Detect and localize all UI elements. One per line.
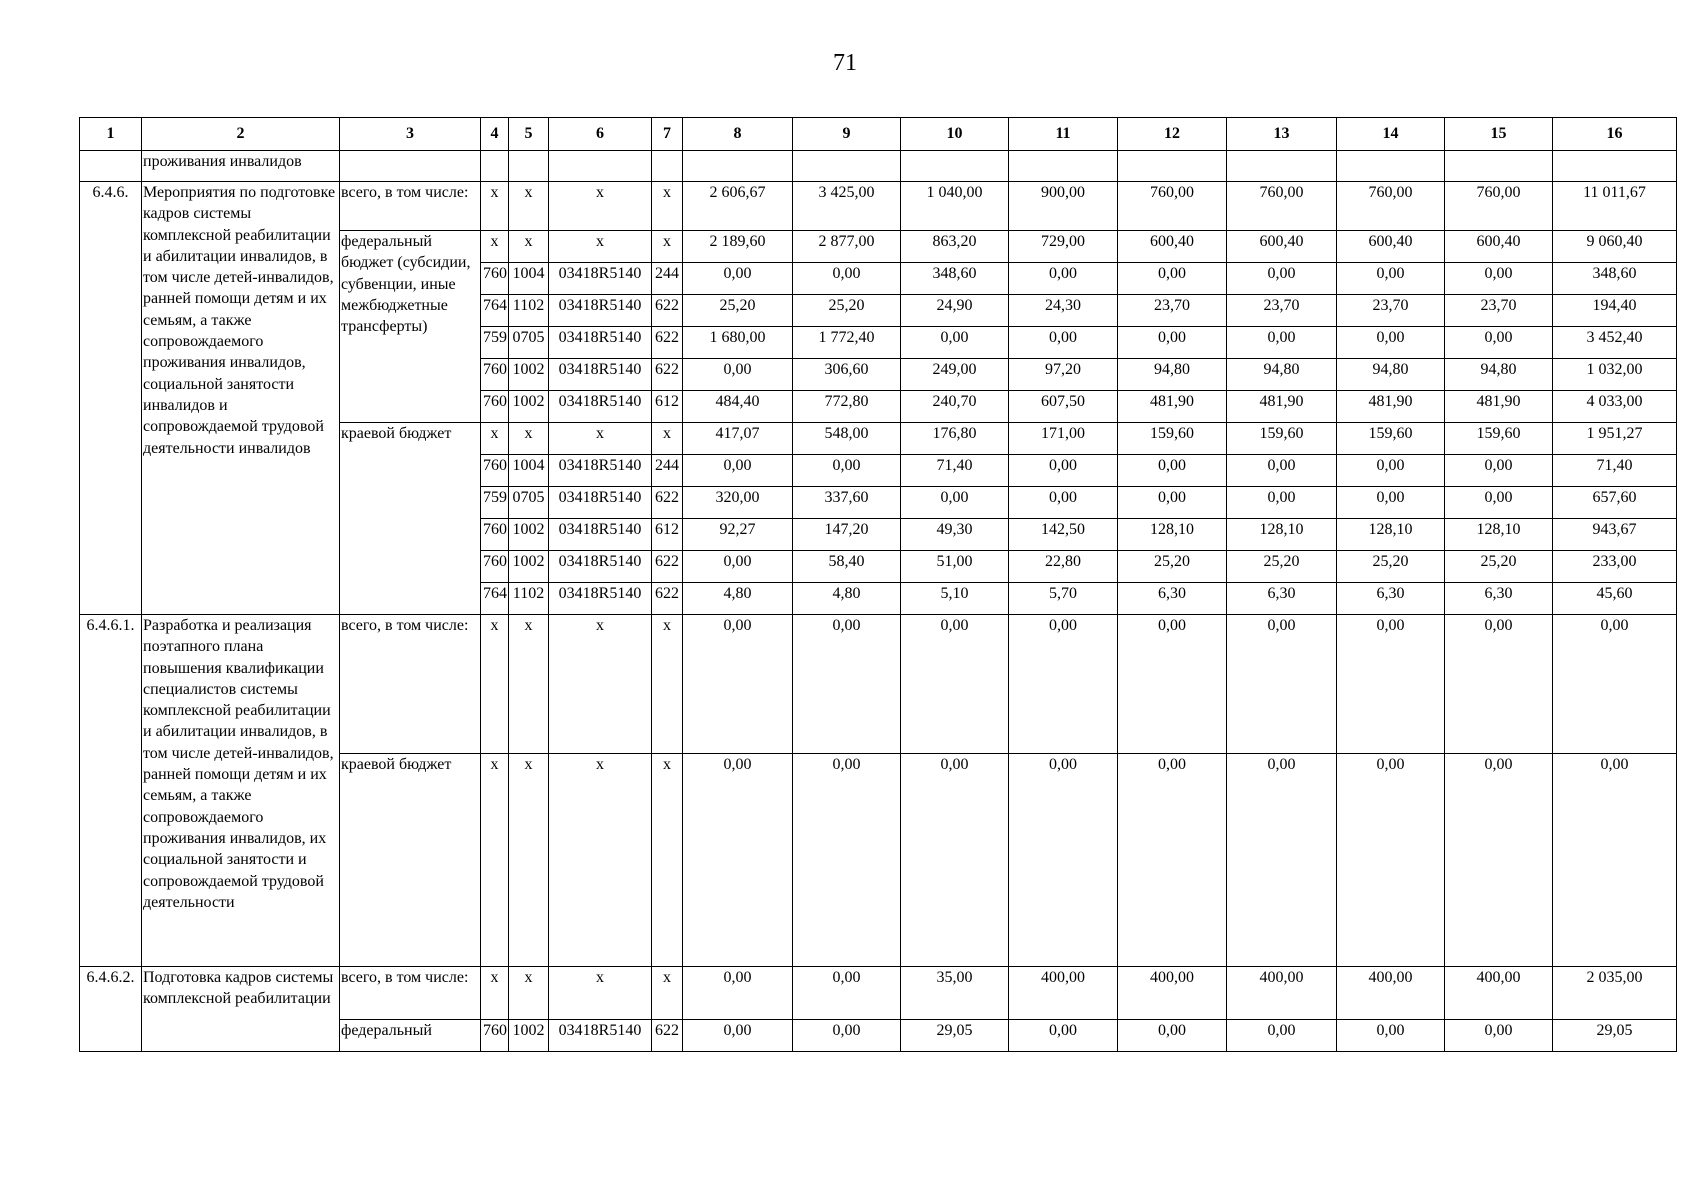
value-cell: x — [549, 754, 652, 967]
value-cell: 2 035,00 — [1553, 967, 1677, 1020]
column-header: 9 — [793, 118, 901, 151]
value-cell: 760 — [481, 455, 509, 487]
value-cell: 5,70 — [1009, 583, 1118, 615]
value-cell: 0,00 — [1553, 615, 1677, 754]
value-cell: 71,40 — [1553, 455, 1677, 487]
item-name: Мероприятия по подготовке кадров системы комплексной реабилитации и абилитации инвалидов, в том числе детей-инвалидов, ранней помощи детям и их семьям, а также сопровождаемого проживания инвалидов, социальной занятости инвалидов и сопровождаемой трудовой деятельности инвалидов — [142, 182, 340, 615]
column-header: 6 — [549, 118, 652, 151]
funding-label: всего, в том числе: — [340, 615, 481, 754]
value-cell: 51,00 — [901, 551, 1009, 583]
value-cell: 94,80 — [1445, 359, 1553, 391]
value-cell: 03418R5140 — [549, 487, 652, 519]
item-name: Подготовка кадров системы комплексной реабилитации — [142, 967, 340, 1052]
value-cell: 22,80 — [1009, 551, 1118, 583]
value-cell: 0,00 — [1445, 455, 1553, 487]
table-cell — [1227, 151, 1337, 182]
value-cell: 600,40 — [1227, 231, 1337, 263]
value-cell: 244 — [652, 455, 683, 487]
value-cell: 71,40 — [901, 455, 1009, 487]
value-cell: 4,80 — [683, 583, 793, 615]
value-cell: 23,70 — [1337, 295, 1445, 327]
value-cell: x — [509, 423, 549, 455]
value-cell: 400,00 — [1337, 967, 1445, 1020]
value-cell: 1002 — [509, 1020, 549, 1052]
value-cell: 29,05 — [901, 1020, 1009, 1052]
value-cell: 2 877,00 — [793, 231, 901, 263]
value-cell: 0,00 — [1009, 615, 1118, 754]
value-cell: 0,00 — [683, 967, 793, 1020]
value-cell: 0,00 — [793, 263, 901, 295]
value-cell: 0,00 — [1118, 327, 1227, 359]
value-cell: 03418R5140 — [549, 551, 652, 583]
value-cell: 0,00 — [683, 1020, 793, 1052]
value-cell: 1002 — [509, 551, 549, 583]
value-cell: 484,40 — [683, 391, 793, 423]
value-cell: 25,20 — [1227, 551, 1337, 583]
value-cell: 159,60 — [1227, 423, 1337, 455]
value-cell: 0,00 — [1009, 263, 1118, 295]
table-row — [80, 182, 1677, 231]
value-cell: 171,00 — [1009, 423, 1118, 455]
value-cell: 1002 — [509, 519, 549, 551]
value-cell: 0,00 — [1009, 455, 1118, 487]
value-cell: 612 — [652, 519, 683, 551]
value-cell: x — [549, 423, 652, 455]
value-cell: 1 772,40 — [793, 327, 901, 359]
table-cell — [509, 151, 549, 182]
value-cell: 0,00 — [1227, 327, 1337, 359]
value-cell: 24,90 — [901, 295, 1009, 327]
value-cell: 306,60 — [793, 359, 901, 391]
value-cell: x — [481, 754, 509, 967]
value-cell: 600,40 — [1445, 231, 1553, 263]
value-cell: 0,00 — [901, 754, 1009, 967]
value-cell: 0,00 — [1445, 1020, 1553, 1052]
value-cell: 1 032,00 — [1553, 359, 1677, 391]
item-number: 6.4.6. — [80, 182, 142, 615]
num-cell — [80, 151, 142, 182]
value-cell: 481,90 — [1445, 391, 1553, 423]
value-cell: 760 — [481, 519, 509, 551]
value-cell: 657,60 — [1553, 487, 1677, 519]
value-cell: x — [652, 754, 683, 967]
value-cell: 58,40 — [793, 551, 901, 583]
value-cell: 0,00 — [1118, 754, 1227, 967]
item-number: 6.4.6.1. — [80, 615, 142, 967]
value-cell: 0,00 — [1553, 754, 1677, 967]
value-cell: 0,00 — [1118, 455, 1227, 487]
column-header: 13 — [1227, 118, 1337, 151]
value-cell: 0,00 — [793, 1020, 901, 1052]
value-cell: 760 — [481, 263, 509, 295]
value-cell: 0,00 — [1009, 487, 1118, 519]
value-cell: 760,00 — [1227, 182, 1337, 231]
column-header: 12 — [1118, 118, 1227, 151]
value-cell: 0,00 — [1227, 615, 1337, 754]
value-cell: 0,00 — [1118, 487, 1227, 519]
value-cell: 0,00 — [1445, 263, 1553, 295]
value-cell: 128,10 — [1118, 519, 1227, 551]
value-cell: 1 040,00 — [901, 182, 1009, 231]
table-cell — [549, 151, 652, 182]
value-cell: 1002 — [509, 359, 549, 391]
table-row — [80, 967, 1677, 1020]
value-cell: 760 — [481, 391, 509, 423]
value-cell: 23,70 — [1445, 295, 1553, 327]
item-name: проживания инвалидов — [142, 151, 340, 182]
value-cell: 0,00 — [793, 455, 901, 487]
column-header: 8 — [683, 118, 793, 151]
value-cell: 0,00 — [683, 551, 793, 583]
value-cell: 03418R5140 — [549, 519, 652, 551]
value-cell: 0,00 — [1337, 327, 1445, 359]
value-cell: 760,00 — [1337, 182, 1445, 231]
value-cell: 0,00 — [1227, 754, 1337, 967]
value-cell: 1 951,27 — [1553, 423, 1677, 455]
value-cell: 0,00 — [683, 754, 793, 967]
value-cell: 943,67 — [1553, 519, 1677, 551]
value-cell: 729,00 — [1009, 231, 1118, 263]
value-cell: 0,00 — [1337, 1020, 1445, 1052]
value-cell: 622 — [652, 551, 683, 583]
value-cell: 0,00 — [1445, 487, 1553, 519]
header-row — [80, 118, 1677, 151]
value-cell: 0,00 — [1337, 754, 1445, 967]
value-cell: 337,60 — [793, 487, 901, 519]
value-cell: 249,00 — [901, 359, 1009, 391]
value-cell: 1004 — [509, 263, 549, 295]
funding-label: всего, в том числе: — [340, 182, 481, 231]
value-cell: 2 606,67 — [683, 182, 793, 231]
value-cell: 0,00 — [1337, 615, 1445, 754]
value-cell: 0,00 — [1118, 1020, 1227, 1052]
value-cell: 0,00 — [901, 615, 1009, 754]
value-cell: 0,00 — [1118, 263, 1227, 295]
value-cell: 348,60 — [901, 263, 1009, 295]
value-cell: 3 452,40 — [1553, 327, 1677, 359]
value-cell: 400,00 — [1227, 967, 1337, 1020]
value-cell: 481,90 — [1227, 391, 1337, 423]
funding-label: федеральный — [340, 1020, 481, 1052]
table-cell — [793, 151, 901, 182]
value-cell: x — [549, 615, 652, 754]
value-cell: 481,90 — [1118, 391, 1227, 423]
value-cell: 23,70 — [1118, 295, 1227, 327]
value-cell: 600,40 — [1337, 231, 1445, 263]
value-cell: 1102 — [509, 583, 549, 615]
value-cell: 03418R5140 — [549, 359, 652, 391]
value-cell: 03418R5140 — [549, 583, 652, 615]
value-cell: x — [652, 182, 683, 231]
table-cell — [683, 151, 793, 182]
value-cell: 600,40 — [1118, 231, 1227, 263]
value-cell: x — [549, 967, 652, 1020]
value-cell: x — [509, 231, 549, 263]
column-header: 14 — [1337, 118, 1445, 151]
value-cell: 03418R5140 — [549, 327, 652, 359]
value-cell: 94,80 — [1118, 359, 1227, 391]
value-cell: 3 425,00 — [793, 182, 901, 231]
funding-label: краевой бюджет — [340, 754, 481, 967]
value-cell: 94,80 — [1337, 359, 1445, 391]
column-header: 16 — [1553, 118, 1677, 151]
value-cell: 0,00 — [1118, 615, 1227, 754]
value-cell: 240,70 — [901, 391, 1009, 423]
value-cell: 1 680,00 — [683, 327, 793, 359]
value-cell: 0,00 — [1227, 1020, 1337, 1052]
value-cell: 863,20 — [901, 231, 1009, 263]
value-cell: 400,00 — [1118, 967, 1227, 1020]
column-header: 11 — [1009, 118, 1118, 151]
value-cell: 35,00 — [901, 967, 1009, 1020]
value-cell: 92,27 — [683, 519, 793, 551]
value-cell: 320,00 — [683, 487, 793, 519]
value-cell: x — [652, 231, 683, 263]
column-header: 4 — [481, 118, 509, 151]
value-cell: 0,00 — [901, 487, 1009, 519]
value-cell: 0,00 — [683, 359, 793, 391]
funding-label: федеральный бюджет (субсидии, субвенции, иные межбюджетные трансферты) — [340, 231, 481, 423]
value-cell: 159,60 — [1445, 423, 1553, 455]
value-cell: 622 — [652, 583, 683, 615]
value-cell: x — [509, 754, 549, 967]
table-row — [80, 151, 1677, 182]
value-cell: 0,00 — [683, 263, 793, 295]
value-cell: 417,07 — [683, 423, 793, 455]
value-cell: 0,00 — [1009, 327, 1118, 359]
value-cell: 0,00 — [793, 754, 901, 967]
budget-table — [79, 117, 1677, 1052]
value-cell: 128,10 — [1337, 519, 1445, 551]
value-cell: 612 — [652, 391, 683, 423]
value-cell: 03418R5140 — [549, 295, 652, 327]
value-cell: 147,20 — [793, 519, 901, 551]
funding-label: краевой бюджет — [340, 423, 481, 615]
value-cell: 5,10 — [901, 583, 1009, 615]
column-header: 1 — [80, 118, 142, 151]
value-cell: 1102 — [509, 295, 549, 327]
value-cell: x — [652, 967, 683, 1020]
value-cell: x — [549, 231, 652, 263]
table-cell — [1553, 151, 1677, 182]
value-cell: 622 — [652, 295, 683, 327]
column-header: 10 — [901, 118, 1009, 151]
value-cell: 0,00 — [1337, 263, 1445, 295]
table-cell — [340, 151, 481, 182]
value-cell: 03418R5140 — [549, 391, 652, 423]
value-cell: 94,80 — [1227, 359, 1337, 391]
value-cell: 6,30 — [1337, 583, 1445, 615]
value-cell: 622 — [652, 487, 683, 519]
value-cell: 25,20 — [793, 295, 901, 327]
value-cell: 6,30 — [1227, 583, 1337, 615]
value-cell: 142,50 — [1009, 519, 1118, 551]
value-cell: 622 — [652, 359, 683, 391]
value-cell: 759 — [481, 327, 509, 359]
table-cell — [1118, 151, 1227, 182]
column-header: 7 — [652, 118, 683, 151]
item-name: Разработка и реализация поэтапного плана повышения квалификации специалистов системы комплексной реабилитации и абилитации инвалидов, в том числе детей-инвалидов, ранней помощи детям и их семьям, а также сопровождаемого проживания инвалидов, их социальной занятости и сопровождаемой трудовой деятельности — [142, 615, 340, 967]
value-cell: 607,50 — [1009, 391, 1118, 423]
value-cell: x — [481, 423, 509, 455]
value-cell: 233,00 — [1553, 551, 1677, 583]
value-cell: 400,00 — [1445, 967, 1553, 1020]
value-cell: 11 011,67 — [1553, 182, 1677, 231]
value-cell: 760,00 — [1118, 182, 1227, 231]
table-cell — [652, 151, 683, 182]
value-cell: 159,60 — [1337, 423, 1445, 455]
value-cell: 194,40 — [1553, 295, 1677, 327]
value-cell: 622 — [652, 327, 683, 359]
value-cell: 25,20 — [1337, 551, 1445, 583]
value-cell: 760 — [481, 359, 509, 391]
value-cell: 622 — [652, 1020, 683, 1052]
value-cell: 0,00 — [1227, 487, 1337, 519]
value-cell: 0,00 — [683, 615, 793, 754]
value-cell: 760 — [481, 1020, 509, 1052]
value-cell: 548,00 — [793, 423, 901, 455]
value-cell: x — [481, 231, 509, 263]
value-cell: x — [509, 182, 549, 231]
value-cell: 348,60 — [1553, 263, 1677, 295]
value-cell: x — [652, 423, 683, 455]
table-row — [80, 615, 1677, 754]
value-cell: 24,30 — [1009, 295, 1118, 327]
value-cell: 0,00 — [683, 455, 793, 487]
value-cell: x — [549, 182, 652, 231]
value-cell: 4,80 — [793, 583, 901, 615]
column-header: 3 — [340, 118, 481, 151]
value-cell: 0,00 — [1337, 455, 1445, 487]
value-cell: 772,80 — [793, 391, 901, 423]
value-cell: 0,00 — [1227, 455, 1337, 487]
value-cell: 25,20 — [1445, 551, 1553, 583]
value-cell: 176,80 — [901, 423, 1009, 455]
value-cell: 23,70 — [1227, 295, 1337, 327]
value-cell: 128,10 — [1227, 519, 1337, 551]
value-cell: 6,30 — [1118, 583, 1227, 615]
value-cell: 0,00 — [1337, 487, 1445, 519]
value-cell: 0,00 — [793, 967, 901, 1020]
value-cell: 0,00 — [901, 327, 1009, 359]
table-cell — [1009, 151, 1118, 182]
column-header: 15 — [1445, 118, 1553, 151]
value-cell: 1002 — [509, 391, 549, 423]
value-cell: 0,00 — [1009, 754, 1118, 967]
value-cell: 2 189,60 — [683, 231, 793, 263]
value-cell: x — [481, 967, 509, 1020]
value-cell: 759 — [481, 487, 509, 519]
value-cell: 159,60 — [1118, 423, 1227, 455]
value-cell: 481,90 — [1337, 391, 1445, 423]
table-cell — [901, 151, 1009, 182]
value-cell: 0,00 — [1227, 263, 1337, 295]
value-cell: 764 — [481, 295, 509, 327]
value-cell: 244 — [652, 263, 683, 295]
value-cell: 900,00 — [1009, 182, 1118, 231]
value-cell: x — [652, 615, 683, 754]
column-header: 5 — [509, 118, 549, 151]
value-cell: 0705 — [509, 487, 549, 519]
value-cell: x — [481, 615, 509, 754]
value-cell: 0,00 — [1445, 754, 1553, 967]
value-cell: 25,20 — [1118, 551, 1227, 583]
value-cell: 764 — [481, 583, 509, 615]
value-cell: 49,30 — [901, 519, 1009, 551]
funding-label: всего, в том числе: — [340, 967, 481, 1020]
value-cell: 97,20 — [1009, 359, 1118, 391]
value-cell: x — [481, 182, 509, 231]
value-cell: 9 060,40 — [1553, 231, 1677, 263]
item-number: 6.4.6.2. — [80, 967, 142, 1052]
table-cell — [1445, 151, 1553, 182]
value-cell: 4 033,00 — [1553, 391, 1677, 423]
value-cell: 0,00 — [1009, 1020, 1118, 1052]
value-cell: 0705 — [509, 327, 549, 359]
value-cell: x — [509, 615, 549, 754]
value-cell: 400,00 — [1009, 967, 1118, 1020]
value-cell: 760,00 — [1445, 182, 1553, 231]
value-cell: 45,60 — [1553, 583, 1677, 615]
value-cell: x — [509, 967, 549, 1020]
value-cell: 03418R5140 — [549, 1020, 652, 1052]
value-cell: 0,00 — [1445, 327, 1553, 359]
value-cell: 0,00 — [793, 615, 901, 754]
value-cell: 128,10 — [1445, 519, 1553, 551]
value-cell: 0,00 — [1445, 615, 1553, 754]
table-cell — [1337, 151, 1445, 182]
column-header: 2 — [142, 118, 340, 151]
page-number: 71 — [833, 50, 857, 76]
value-cell: 03418R5140 — [549, 455, 652, 487]
value-cell: 760 — [481, 551, 509, 583]
value-cell: 6,30 — [1445, 583, 1553, 615]
table-cell — [481, 151, 509, 182]
value-cell: 25,20 — [683, 295, 793, 327]
value-cell: 03418R5140 — [549, 263, 652, 295]
value-cell: 29,05 — [1553, 1020, 1677, 1052]
value-cell: 1004 — [509, 455, 549, 487]
